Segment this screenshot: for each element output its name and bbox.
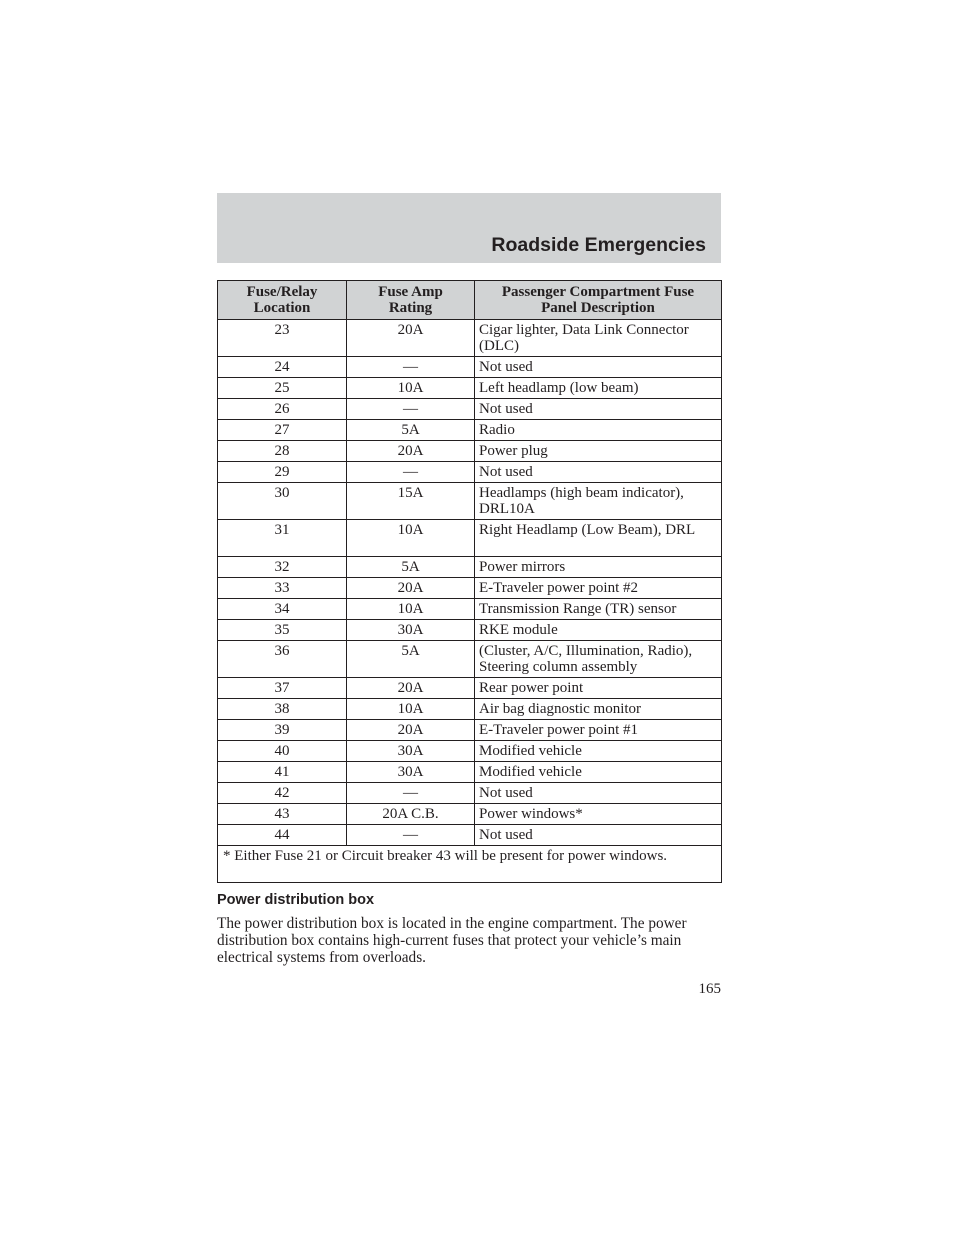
cell-location: 36 — [218, 641, 347, 678]
cell-description: Cigar lighter, Data Link Connector (DLC) — [475, 320, 722, 357]
cell-description: Rear power point — [475, 678, 722, 699]
cell-rating: 5A — [347, 557, 475, 578]
table-row — [218, 783, 722, 804]
cell-rating: 20A — [347, 720, 475, 741]
body-paragraph: The power distribution box is located in the engine compartment. The power distribution box contains high-current fuses that protect your vehicle’s main electrical systems from overloads. — [217, 915, 687, 966]
table-row — [218, 557, 722, 578]
cell-rating: 30A — [347, 762, 475, 783]
page-title: Roadside Emergencies — [491, 234, 706, 256]
cell-location: 34 — [218, 599, 347, 620]
cell-rating: — — [347, 462, 475, 483]
cell-rating: 20A — [347, 678, 475, 699]
cell-location: 24 — [218, 357, 347, 378]
table-row — [218, 641, 722, 678]
table-row — [218, 420, 722, 441]
table-row — [218, 699, 722, 720]
cell-description: Not used — [475, 462, 722, 483]
cell-rating: 30A — [347, 620, 475, 641]
cell-rating: 5A — [347, 420, 475, 441]
cell-location: 32 — [218, 557, 347, 578]
cell-description: Modified vehicle — [475, 741, 722, 762]
cell-description: Power plug — [475, 441, 722, 462]
column-header-line: Passenger Compartment Fuse — [501, 284, 695, 300]
cell-location: 44 — [218, 825, 347, 846]
table-row — [218, 804, 722, 825]
cell-location: 40 — [218, 741, 347, 762]
cell-description: Power mirrors — [475, 557, 722, 578]
header-band — [217, 193, 721, 263]
cell-rating: 20A — [347, 578, 475, 599]
cell-location: 37 — [218, 678, 347, 699]
table-row — [218, 320, 722, 357]
table-row — [218, 599, 722, 620]
table-row — [218, 578, 722, 599]
cell-rating: 30A — [347, 741, 475, 762]
cell-description: RKE module — [475, 620, 722, 641]
cell-rating: — — [347, 783, 475, 804]
cell-description: E-Traveler power point #1 — [475, 720, 722, 741]
cell-rating: — — [347, 825, 475, 846]
column-header-rating — [347, 281, 475, 320]
column-header-line: Fuse Amp — [378, 284, 443, 300]
cell-rating: — — [347, 399, 475, 420]
table-row — [218, 825, 722, 846]
table-row — [218, 462, 722, 483]
column-header-line: Rating — [388, 300, 433, 316]
column-header-line: Location — [253, 300, 311, 316]
table-row — [218, 620, 722, 641]
cell-location: 41 — [218, 762, 347, 783]
cell-location: 38 — [218, 699, 347, 720]
cell-rating: 10A — [347, 378, 475, 399]
cell-description: Not used — [475, 357, 722, 378]
cell-location: 28 — [218, 441, 347, 462]
column-header-description — [475, 281, 722, 320]
cell-location: 29 — [218, 462, 347, 483]
cell-location: 33 — [218, 578, 347, 599]
cell-rating: 10A — [347, 699, 475, 720]
cell-location: 30 — [218, 483, 347, 520]
table-footnote: * Either Fuse 21 or Circuit breaker 43 will be present for power windows. — [218, 846, 722, 883]
table-row — [218, 741, 722, 762]
cell-description: Not used — [475, 399, 722, 420]
cell-location: 39 — [218, 720, 347, 741]
cell-rating: 10A — [347, 599, 475, 620]
table-row — [218, 399, 722, 420]
column-header-line: Panel Description — [541, 300, 655, 316]
cell-description: Headlamps (high beam indicator), DRL10A — [475, 483, 722, 520]
cell-location: 26 — [218, 399, 347, 420]
table-row — [218, 483, 722, 520]
table-row — [218, 720, 722, 741]
table-row — [218, 520, 722, 557]
table-row — [218, 678, 722, 699]
section-heading: Power distribution box — [217, 892, 375, 908]
cell-description: Transmission Range (TR) sensor — [475, 599, 722, 620]
table-row — [218, 357, 722, 378]
table-row — [218, 762, 722, 783]
cell-description: Right Headlamp (Low Beam), DRL — [475, 520, 722, 557]
cell-description: E-Traveler power point #2 — [475, 578, 722, 599]
cell-location: 27 — [218, 420, 347, 441]
cell-rating: 20A — [347, 320, 475, 357]
column-header-line: Fuse/Relay — [246, 284, 318, 300]
cell-location: 35 — [218, 620, 347, 641]
page-number: 165 — [698, 981, 721, 997]
cell-rating: — — [347, 357, 475, 378]
cell-location: 31 — [218, 520, 347, 557]
cell-description: Power windows* — [475, 804, 722, 825]
table-footnote-row — [218, 846, 722, 883]
cell-description: Modified vehicle — [475, 762, 722, 783]
cell-description: (Cluster, A/C, Illumination, Radio), Steering column assembly — [475, 641, 722, 678]
cell-rating: 10A — [347, 520, 475, 557]
cell-rating: 5A — [347, 641, 475, 678]
fuse-table — [217, 280, 722, 883]
cell-description: Air bag diagnostic monitor — [475, 699, 722, 720]
cell-location: 42 — [218, 783, 347, 804]
cell-description: Radio — [475, 420, 722, 441]
cell-description: Left headlamp (low beam) — [475, 378, 722, 399]
cell-rating: 20A C.B. — [347, 804, 475, 825]
column-header-location — [218, 281, 347, 320]
cell-rating: 15A — [347, 483, 475, 520]
cell-location: 23 — [218, 320, 347, 357]
cell-rating: 20A — [347, 441, 475, 462]
cell-location: 43 — [218, 804, 347, 825]
cell-description: Not used — [475, 825, 722, 846]
table-row — [218, 378, 722, 399]
cell-description: Not used — [475, 783, 722, 804]
table-header-row — [218, 281, 722, 320]
cell-location: 25 — [218, 378, 347, 399]
table-row — [218, 441, 722, 462]
